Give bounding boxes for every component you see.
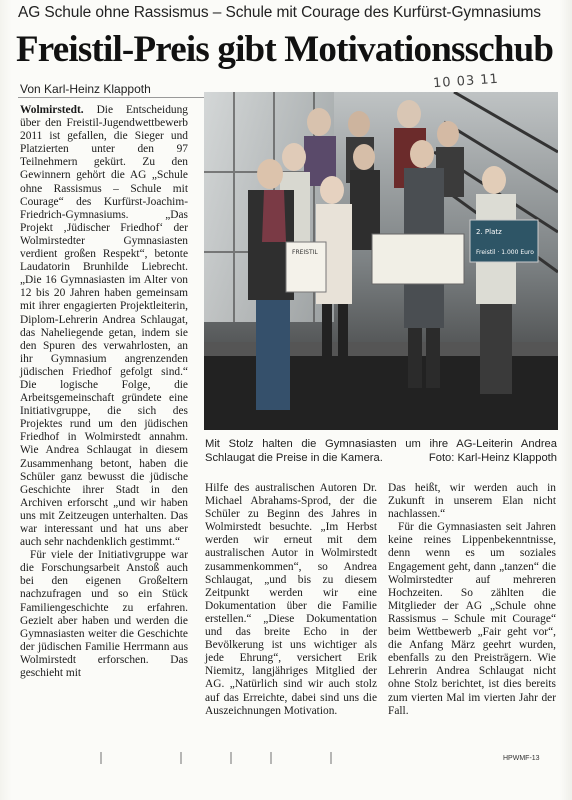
- caption-text: Mit Stolz halten die Gymnasiasten um ihre AG-Leiterin Andrea Schlaugat die Preise in die Kamera.: [205, 438, 557, 464]
- dateline: Wolmirstedt.: [20, 104, 84, 116]
- kicker-line: AG Schule ohne Rassismus – Schule mit Courage des Kurfürst-Gymnasiums: [18, 4, 541, 21]
- article-paragraph-5: Für die Gymnasiasten seit Jahren keine reines Lippenbekenntnisse, denn wenn es um soziales Engagement geht, dann „tanzen“ die Wolmirstedter auf mehreren Hochzeiten. So zählten die Mitglieder der AG „Schule ohne Rassismus – Schule mit Courage“ beim Wettbewerb „Fair geht vor“, die Anfang März geehrt wurden, ebenfalls zu den Preisträgern. Wie Lehrerin Andrea Schlaugat nicht ohne Stolz berichtet, ist dies bereits zum vierten Mal im vierten Jahr der Fall.: [388, 521, 556, 717]
- prize-board-place: 2. Platz: [476, 228, 502, 236]
- prize-board-amount: Freistil · 1.000 Euro: [476, 249, 534, 256]
- article-paragraph-4: Das heißt, wir werden auch in Zukunft in unserem Elan nicht nachlassen.“: [388, 482, 556, 521]
- article-paragraph-2: Für viele der Initiativgruppe war die Forschungsarbeit Anstoß auch bei den eigenen Großeltern nachzufragen und so ein Stück Familiengeschichte zu erfahren. Gezielt aber haben und werden die Gymnasiasten weiter die Geschichte der jüdischen Familie Herrmann aus Wolmirstedt erforschen. Das geschieht mit: [20, 549, 188, 680]
- certificate-text: FREISTIL: [292, 249, 318, 256]
- article-column-2: [205, 482, 377, 764]
- photo-credit: Foto: Karl-Heinz Klappoth: [428, 452, 557, 464]
- photo-illustration: [204, 92, 558, 430]
- page-id: HPWMF-13: [503, 755, 540, 762]
- author-byline: Von Karl-Heinz Klappoth: [20, 82, 151, 96]
- headline: Freistil-Preis gibt Motivationsschub: [16, 29, 554, 70]
- article-column-3: [388, 482, 556, 764]
- scan-marks: [20, 752, 550, 770]
- article-paragraph-1: Die Entscheidung über den Freistil-Jugendwettbewerb 2011 ist gefallen, die Sieger und Platzierten unter den 97 Teilnehmern gekürt. Zu den Gewinnern gehört die AG „Schule ohne Rassismus – Schule mit Courage“ des Kurfürst-Joachim-Friedrich-Gymnasiums. „Das Projekt ‚Jüdischer Friedhof‘ der Wolmirstedter Gymnasiasten verdient großen Respekt“, betonte Laudatorin Brunhilde Liebrecht. „Die 16 Gymnasiasten im Alter von 12 bis 20 Jahren haben gemeinsam mit ihrer engagierten Projektleiterin, Diplom-Lehrerin Andrea Schlaugat, das Naheliegende getan, indem sie den Spuren des verwahrlosten, an ihr Gymnasium angrenzenden jüdischen Friedhof gefolgt sind.“ Die logische Folge, die Arbeitsgemeinschaft gründete eine Initiativgruppe, die sich des Projektes rund um den jüdischen Friedhof in Wolmirstedt annahm. Wie Andrea Schlaugat in diesem Zusammenhang betont, haben die Schüler ganz bewusst die jüdische Geschichte ihrer Stadt in den Archiven erforscht „und wir haben uns mit Zeitzeugen unterhalten. Das war interessant und hat uns aber auch sehr nachdenklich gestimmt.“: [20, 104, 188, 549]
- article-column-1: [20, 104, 188, 764]
- handwritten-date: 10 03 11: [432, 71, 500, 92]
- article-paragraph-3: Hilfe des australischen Autoren Dr. Michael Abrahams-Sprod, der die Schüler zu Beginn des Jahres in Wolmirstedt besuchte. „Im Herbst werden wir erneut mit dem australischen Autor in Wolmirstedt zusammenkommen“, so Andrea Schlaugat, „und bis zu diesem Zeitpunkt werden wir eine Dokumentation über die Familie erstellen.“ „Diese Dokumentation und das breite Echo in der Bevölkerung ist uns wichtiger als jede Ehrung“, versichert Erik Niemitz, langjähriges Mitglied der AG. „Natürlich sind wir auch stolz auf das Erreichte, dabei sind uns die Auszeichnungen Motivation.: [205, 482, 377, 717]
- group-photo: [204, 92, 558, 430]
- photo-caption: [205, 437, 557, 465]
